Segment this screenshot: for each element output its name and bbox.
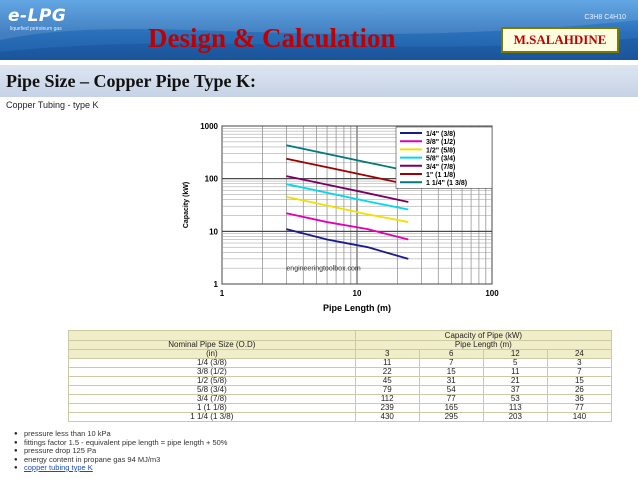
capacity-cell: 54: [419, 386, 483, 395]
capacity-cell: 11: [483, 368, 547, 377]
table-row: [69, 386, 612, 395]
size-column-unit: (in): [69, 350, 356, 359]
size-column-label: Nominal Pipe Size (O.D): [69, 341, 356, 350]
y-axis-label: Capacity (kW): [183, 181, 190, 229]
table-row: [69, 359, 612, 368]
table-row: [69, 413, 612, 422]
legend-label: 3/8" (1/2): [426, 139, 456, 147]
list-item: ● fittings factor 1.5 - equivalent pipe length = pipe length + 50%: [14, 439, 227, 448]
capacity-cell: 7: [419, 359, 483, 368]
pipe-size-cell: 3/4 (7/8): [69, 395, 356, 404]
table-corner: [69, 331, 356, 341]
y-tick-label: 1: [213, 280, 218, 289]
capacity-cell: 113: [483, 404, 547, 413]
table-row: [69, 368, 612, 377]
legend-label: 3/4" (7/8): [426, 163, 456, 171]
pipe-size-cell: 1 (1 1/8): [69, 404, 356, 413]
x-tick-label: 1: [219, 289, 225, 298]
capacity-cell: 37: [483, 386, 547, 395]
chemical-formula: C3H8 C4H10: [584, 14, 626, 21]
capacity-cell: 77: [419, 395, 483, 404]
y-tick-label: 1000: [200, 122, 218, 131]
table-row: [69, 404, 612, 413]
capacity-cell: 295: [419, 413, 483, 422]
capacity-cell: 21: [483, 377, 547, 386]
pipe-size-cell: 1/2 (5/8): [69, 377, 356, 386]
capacity-cell: 112: [355, 395, 419, 404]
capacity-cell: 77: [547, 404, 611, 413]
capacity-cell: 45: [355, 377, 419, 386]
capacity-cell: 3: [547, 359, 611, 368]
author-badge: M.SALAHDINE: [501, 27, 619, 53]
legend-label: 1 1/4" (1 3/8): [426, 180, 468, 188]
slide-subtitle: Pipe Size – Copper Pipe Type K:: [6, 71, 256, 91]
x-axis-label: Pipe Length (m): [323, 303, 391, 313]
slide-title: Design & Calculation: [148, 23, 396, 53]
length-header: 3: [355, 350, 419, 359]
logo-subtitle: liquefied petroleum gas: [10, 26, 62, 32]
x-tick-label: 100: [485, 289, 499, 298]
pipe-size-cell: 3/8 (1/2): [69, 368, 356, 377]
legend-label: 1/2" (5/8): [426, 147, 456, 155]
capacity-cell: 7: [547, 368, 611, 377]
legend-label: 1/4" (3/8): [426, 131, 456, 138]
capacity-cell: 11: [355, 359, 419, 368]
table-row: [69, 377, 612, 386]
pipe-size-cell: 5/8 (3/4): [69, 386, 356, 395]
notes-list: [14, 430, 227, 473]
table-title: Capacity of Pipe (kW): [355, 331, 611, 341]
logo: e-LPG: [8, 6, 67, 26]
watermark: engineeringtoolbox.com: [286, 265, 361, 273]
capacity-table: [68, 330, 612, 422]
list-item: ● pressure less than 10 kPa: [14, 430, 227, 439]
capacity-cell: 26: [547, 386, 611, 395]
list-item: ● energy content in propane gas 94 MJ/m3: [14, 456, 227, 465]
capacity-cell: 165: [419, 404, 483, 413]
capacity-chart: [170, 112, 570, 322]
capacity-cell: 53: [483, 395, 547, 404]
x-tick-label: 10: [352, 289, 362, 298]
pipe-size-cell: 1 1/4 (1 3/8): [69, 413, 356, 422]
table-row: [69, 395, 612, 404]
length-header: 24: [547, 350, 611, 359]
capacity-cell: 430: [355, 413, 419, 422]
capacity-cell: 5: [483, 359, 547, 368]
y-tick-label: 100: [204, 174, 218, 184]
length-label: Pipe Length (m): [355, 341, 611, 350]
capacity-cell: 140: [547, 413, 611, 422]
length-header: 12: [483, 350, 547, 359]
legend-label: 1" (1 1/8): [426, 172, 456, 179]
capacity-cell: 15: [419, 368, 483, 377]
capacity-cell: 36: [547, 395, 611, 404]
capacity-cell: 15: [547, 377, 611, 386]
capacity-cell: 203: [483, 413, 547, 422]
capacity-cell: 239: [355, 404, 419, 413]
capacity-cell: 31: [419, 377, 483, 386]
pipe-size-cell: 1/4 (3/8): [69, 359, 356, 368]
legend-label: 5/8" (3/4): [426, 155, 456, 163]
chart-heading: Copper Tubing - type K: [6, 100, 99, 110]
source-link[interactable]: ● copper tubing type K: [14, 464, 227, 473]
capacity-cell: 22: [355, 368, 419, 377]
length-header: 6: [419, 350, 483, 359]
list-item: ● pressure drop 125 Pa: [14, 447, 227, 456]
y-tick-label: 10: [209, 227, 218, 237]
capacity-cell: 79: [355, 386, 419, 395]
